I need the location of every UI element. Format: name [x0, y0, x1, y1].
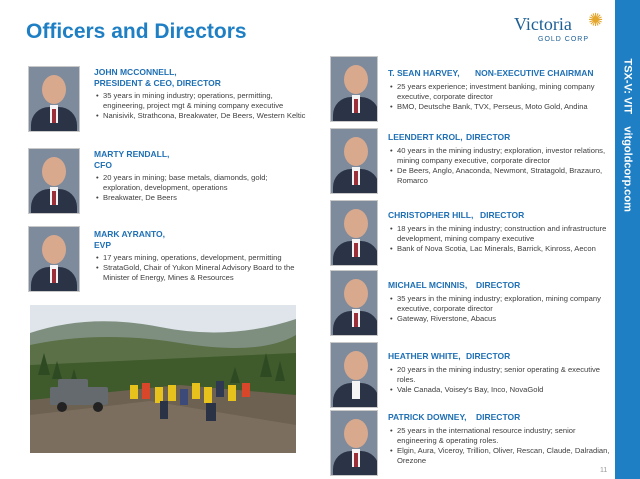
bullet: • 35 years in the mining industry; exploration, mining company executive, corporate director: [390, 294, 612, 314]
site-photo: [30, 305, 296, 453]
person-name: PATRICK DOWNEY,: [388, 412, 467, 422]
bullet: • Bank of Nova Scotia, Lac Minerals, Barrick, Kinross, Aecon: [390, 244, 612, 254]
person-name: HEATHER WHITE,: [388, 351, 461, 361]
company-logo: [514, 10, 606, 54]
portrait: [330, 200, 378, 266]
portrait: [330, 128, 378, 194]
person-role: EVP: [94, 240, 112, 250]
portrait: [330, 342, 378, 408]
portrait: [330, 270, 378, 336]
person-role: DIRECTOR: [476, 412, 521, 422]
bullet: • Breakwater, De Beers: [96, 193, 308, 203]
portrait: [330, 410, 378, 476]
sidebar-text: [615, 60, 640, 260]
person-role: DIRECTOR: [480, 210, 525, 220]
person-name: LEENDERT KROL,: [388, 132, 463, 142]
bullet: • Gateway, Riverstone, Abacus: [390, 314, 612, 324]
person-name: JOHN MCCONNELL,: [94, 67, 177, 77]
person-role: CFO: [94, 160, 112, 170]
page-number: 11: [600, 467, 608, 474]
person-name: CHRISTOPHER HILL,: [388, 210, 474, 220]
person-role: NON-EXECUTIVE CHAIRMAN: [475, 68, 594, 78]
bullet: • Elgin, Aura, Viceroy, Trillion, Oliver, Rescan, Claude, Dalradian, Orezone: [390, 446, 612, 466]
bullet: • 18 years in the mining industry; construction and infrastructure development, mining company executive: [390, 224, 612, 244]
portrait: [28, 226, 80, 292]
ticker: TSX-V: VIT: [621, 58, 634, 115]
bullet: • StrataGold, Chair of Yukon Mineral Advisory Board to the Minister of Energy, Mines & Resources: [96, 263, 308, 283]
bullet: • 20 years in mining; base metals, diamonds, gold; exploration, development, operations: [96, 173, 308, 193]
bullet: • Vale Canada, Voisey's Bay, Inco, NovaGold: [390, 385, 612, 395]
person-role: DIRECTOR: [466, 351, 511, 361]
portrait: [28, 148, 80, 214]
page-title: Officers and Directors: [26, 20, 247, 43]
bullet: • 17 years mining, operations, development, permitting: [96, 253, 308, 263]
bullet: • 25 years experience; investment banking, mining company executive, corporate director: [390, 82, 612, 102]
logo-word: Victoria: [514, 14, 572, 34]
starburst-icon: ✺: [588, 10, 604, 30]
website: vitgoldcorp.com: [621, 126, 634, 212]
bullet: • 35 years in mining industry; operations, permitting, engineering, project mgt & mining company executive: [96, 91, 308, 111]
bullet: • Nanisivik, Strathcona, Breakwater, De Beers, Western Keltic: [96, 111, 308, 121]
logo-sub: GOLD CORP: [538, 36, 590, 43]
portrait: [330, 56, 378, 122]
bullet: • De Beers, Anglo, Anaconda, Newmont, Stratagold, Brazauro, Romarco: [390, 166, 612, 186]
person-name: MARK AYRANTO,: [94, 229, 165, 239]
bullet: • 20 years in the mining industry; senior operating & executive roles.: [390, 365, 612, 385]
person-role: DIRECTOR: [466, 132, 511, 142]
bullet: • 40 years in the mining industry; exploration, investor relations, mining company executive, corporate director: [390, 146, 612, 166]
portrait: [28, 66, 80, 132]
person-name: MICHAEL MCINNIS,: [388, 280, 468, 290]
person-role: PRESIDENT & CEO, DIRECTOR: [94, 78, 221, 88]
person-name: MARTY RENDALL,: [94, 149, 170, 159]
bullet: • 25 years in the international resource industry; senior engineering & operating roles.: [390, 426, 612, 446]
bullet: • BMO, Deutsche Bank, TVX, Perseus, Moto Gold, Andina: [390, 102, 612, 112]
person-name: T. SEAN HARVEY,: [388, 68, 460, 78]
person-role: DIRECTOR: [476, 280, 521, 290]
